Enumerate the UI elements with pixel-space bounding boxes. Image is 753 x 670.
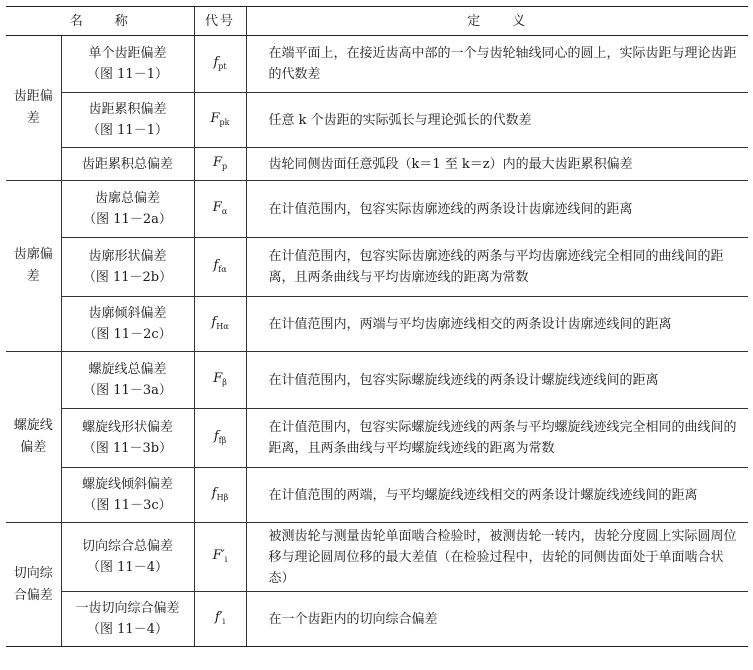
figure-reference: （图 11－3c）: [83, 498, 172, 513]
figure-reference: （图 11－2b）: [82, 270, 173, 285]
table-body: [6, 36, 748, 647]
figure-reference: （图 11－2a）: [83, 212, 172, 227]
symbol-subscript: p: [221, 161, 228, 171]
table-row: [6, 592, 748, 647]
table-row: [6, 238, 748, 297]
code-cell: [194, 468, 246, 523]
code-cell: [194, 36, 246, 93]
symbol-subscript: fβ: [218, 435, 227, 445]
table-row: [6, 93, 748, 148]
symbol-main: f′: [214, 609, 223, 625]
deviation-name: 螺旋线总偏差: [88, 362, 167, 377]
definition-cell: 任意 k 个齿距的实际弧长与理论弧长的代数差: [246, 93, 748, 148]
symbol-subscript: fα: [218, 264, 227, 274]
name-cell: [61, 181, 194, 238]
symbol-main: f: [213, 428, 219, 444]
group-label: 切向综合偏差: [13, 565, 53, 603]
figure-reference: （图 11－1）: [87, 67, 168, 82]
symbol-main: f: [213, 257, 219, 273]
name-cell: [61, 297, 194, 352]
definition-cell: 在计值范围内，两端与平均齿廓迹线相交的两条设计齿廓迹线间的距离: [246, 297, 748, 352]
table-row: [6, 468, 748, 523]
definition-cell: 齿轮同侧齿面任意弧段（k＝1 至 k＝z）内的最大齿距累积偏差: [246, 148, 748, 181]
group-cell: [6, 36, 61, 181]
deviation-name: 齿廓总偏差: [95, 191, 161, 206]
symbol-subscript: α: [221, 206, 228, 216]
table-row: [6, 148, 748, 181]
code-cell: [194, 409, 246, 468]
figure-reference: （图 11－4）: [87, 622, 168, 637]
definition-cell: 在计值范围内，包容实际齿廓迹线的两条与平均齿廓迹线完全相同的曲线间的距离，且两条曲线与平均齿廓迹线的距离为常数: [246, 238, 748, 297]
symbol-subscript: i: [224, 554, 228, 564]
group-cell: [6, 181, 61, 352]
name-cell: [61, 352, 194, 409]
table-row: [6, 352, 748, 409]
deviation-name: 齿距累积总偏差: [82, 156, 174, 172]
definition-cell: 被测齿轮与测量齿轮单面啮合检验时，被测齿轮一转内，齿轮分度圆上实际圆周位移与理论圆周位移的最大差值（在检验过程中，齿轮的同侧齿面处于单面啮合状态）: [246, 523, 748, 592]
table-header-row: [6, 7, 748, 36]
group-label: 齿廓偏差: [13, 247, 53, 284]
code-cell: [194, 238, 246, 297]
code-cell: [194, 297, 246, 352]
name-cell: [61, 409, 194, 468]
group-label: 齿距偏差: [13, 89, 53, 126]
name-cell: [61, 523, 194, 592]
deviation-name: 单个齿距偏差: [88, 46, 167, 61]
definition-cell: 在计值范围内，包容实际螺旋线迹线的两条设计螺旋线迹线间的距离: [246, 352, 748, 409]
symbol-main: F: [210, 110, 220, 126]
symbol-subscript: pt: [218, 61, 227, 71]
symbol-main: f: [211, 314, 217, 330]
definition-cell: 在端平面上，在接近齿高中部的一个与齿轮轴线同心的圆上，实际齿距与理论齿距的代数差: [246, 36, 748, 93]
header-name: 名 称: [6, 7, 194, 36]
code-cell: [194, 352, 246, 409]
group-cell: [6, 523, 61, 647]
header-definition: 定 义: [246, 7, 748, 36]
table-row: [6, 181, 748, 238]
name-cell: [61, 592, 194, 647]
symbol-main: F: [212, 154, 222, 170]
definition-cell: 在一个齿距内的切向综合偏差: [246, 592, 748, 647]
deviation-name: 螺旋线倾斜偏差: [82, 477, 174, 492]
deviation-name: 一齿切向综合偏差: [75, 601, 180, 616]
symbol-subscript: Hβ: [216, 492, 229, 502]
code-cell: [194, 148, 246, 181]
name-cell: [61, 238, 194, 297]
code-cell: [194, 592, 246, 647]
symbol-subscript: Hα: [216, 321, 229, 331]
deviation-name: 齿廓形状偏差: [88, 249, 167, 264]
definition-cell: 在计值范围内，包容实际齿廓迹线的两条设计齿廓迹线间的距离: [246, 181, 748, 238]
symbol-subscript: β: [222, 377, 227, 387]
code-cell: [194, 93, 246, 148]
figure-reference: （图 11－1）: [87, 123, 168, 138]
figure-reference: （图 11－3a）: [83, 383, 172, 398]
name-cell: [61, 36, 194, 93]
code-cell: [194, 181, 246, 238]
table-row: [6, 523, 748, 592]
figure-reference: （图 11－4）: [87, 560, 168, 575]
figure-reference: （图 11－3b）: [82, 441, 173, 456]
name-cell: [61, 468, 194, 523]
group-label: 螺旋线偏差: [13, 418, 53, 455]
symbol-main: f: [213, 54, 219, 70]
symbol-main: f: [211, 485, 217, 501]
deviation-name: 切向综合总偏差: [82, 539, 174, 554]
table-row: [6, 297, 748, 352]
definition-cell: 在计值范围的两端，与平均螺旋线迹线相交的两条设计螺旋线迹线间的距离: [246, 468, 748, 523]
symbol-main: F: [213, 370, 223, 386]
table-row: [6, 409, 748, 468]
figure-reference: （图 11－2c）: [83, 327, 172, 342]
symbol-subscript: pk: [219, 117, 230, 127]
name-cell: [61, 93, 194, 148]
group-cell: [6, 352, 61, 523]
deviation-name: 齿距累积偏差: [88, 102, 167, 117]
deviation-name: 齿廓倾斜偏差: [88, 306, 167, 321]
table-row: [6, 36, 748, 93]
gear-deviation-table: [6, 6, 748, 647]
deviation-name: 螺旋线形状偏差: [82, 420, 174, 435]
code-cell: [194, 523, 246, 592]
header-code: 代号: [194, 7, 246, 36]
name-cell: [61, 148, 194, 181]
definition-cell: 在计值范围内，包容实际螺旋线迹线的两条与平均螺旋线迹线完全相同的曲线间的距离，且两条曲线与平均螺旋线迹线的距离为常数: [246, 409, 748, 468]
symbol-main: F: [212, 199, 222, 215]
symbol-subscript: i: [222, 616, 226, 626]
symbol-main: F′: [212, 547, 225, 563]
